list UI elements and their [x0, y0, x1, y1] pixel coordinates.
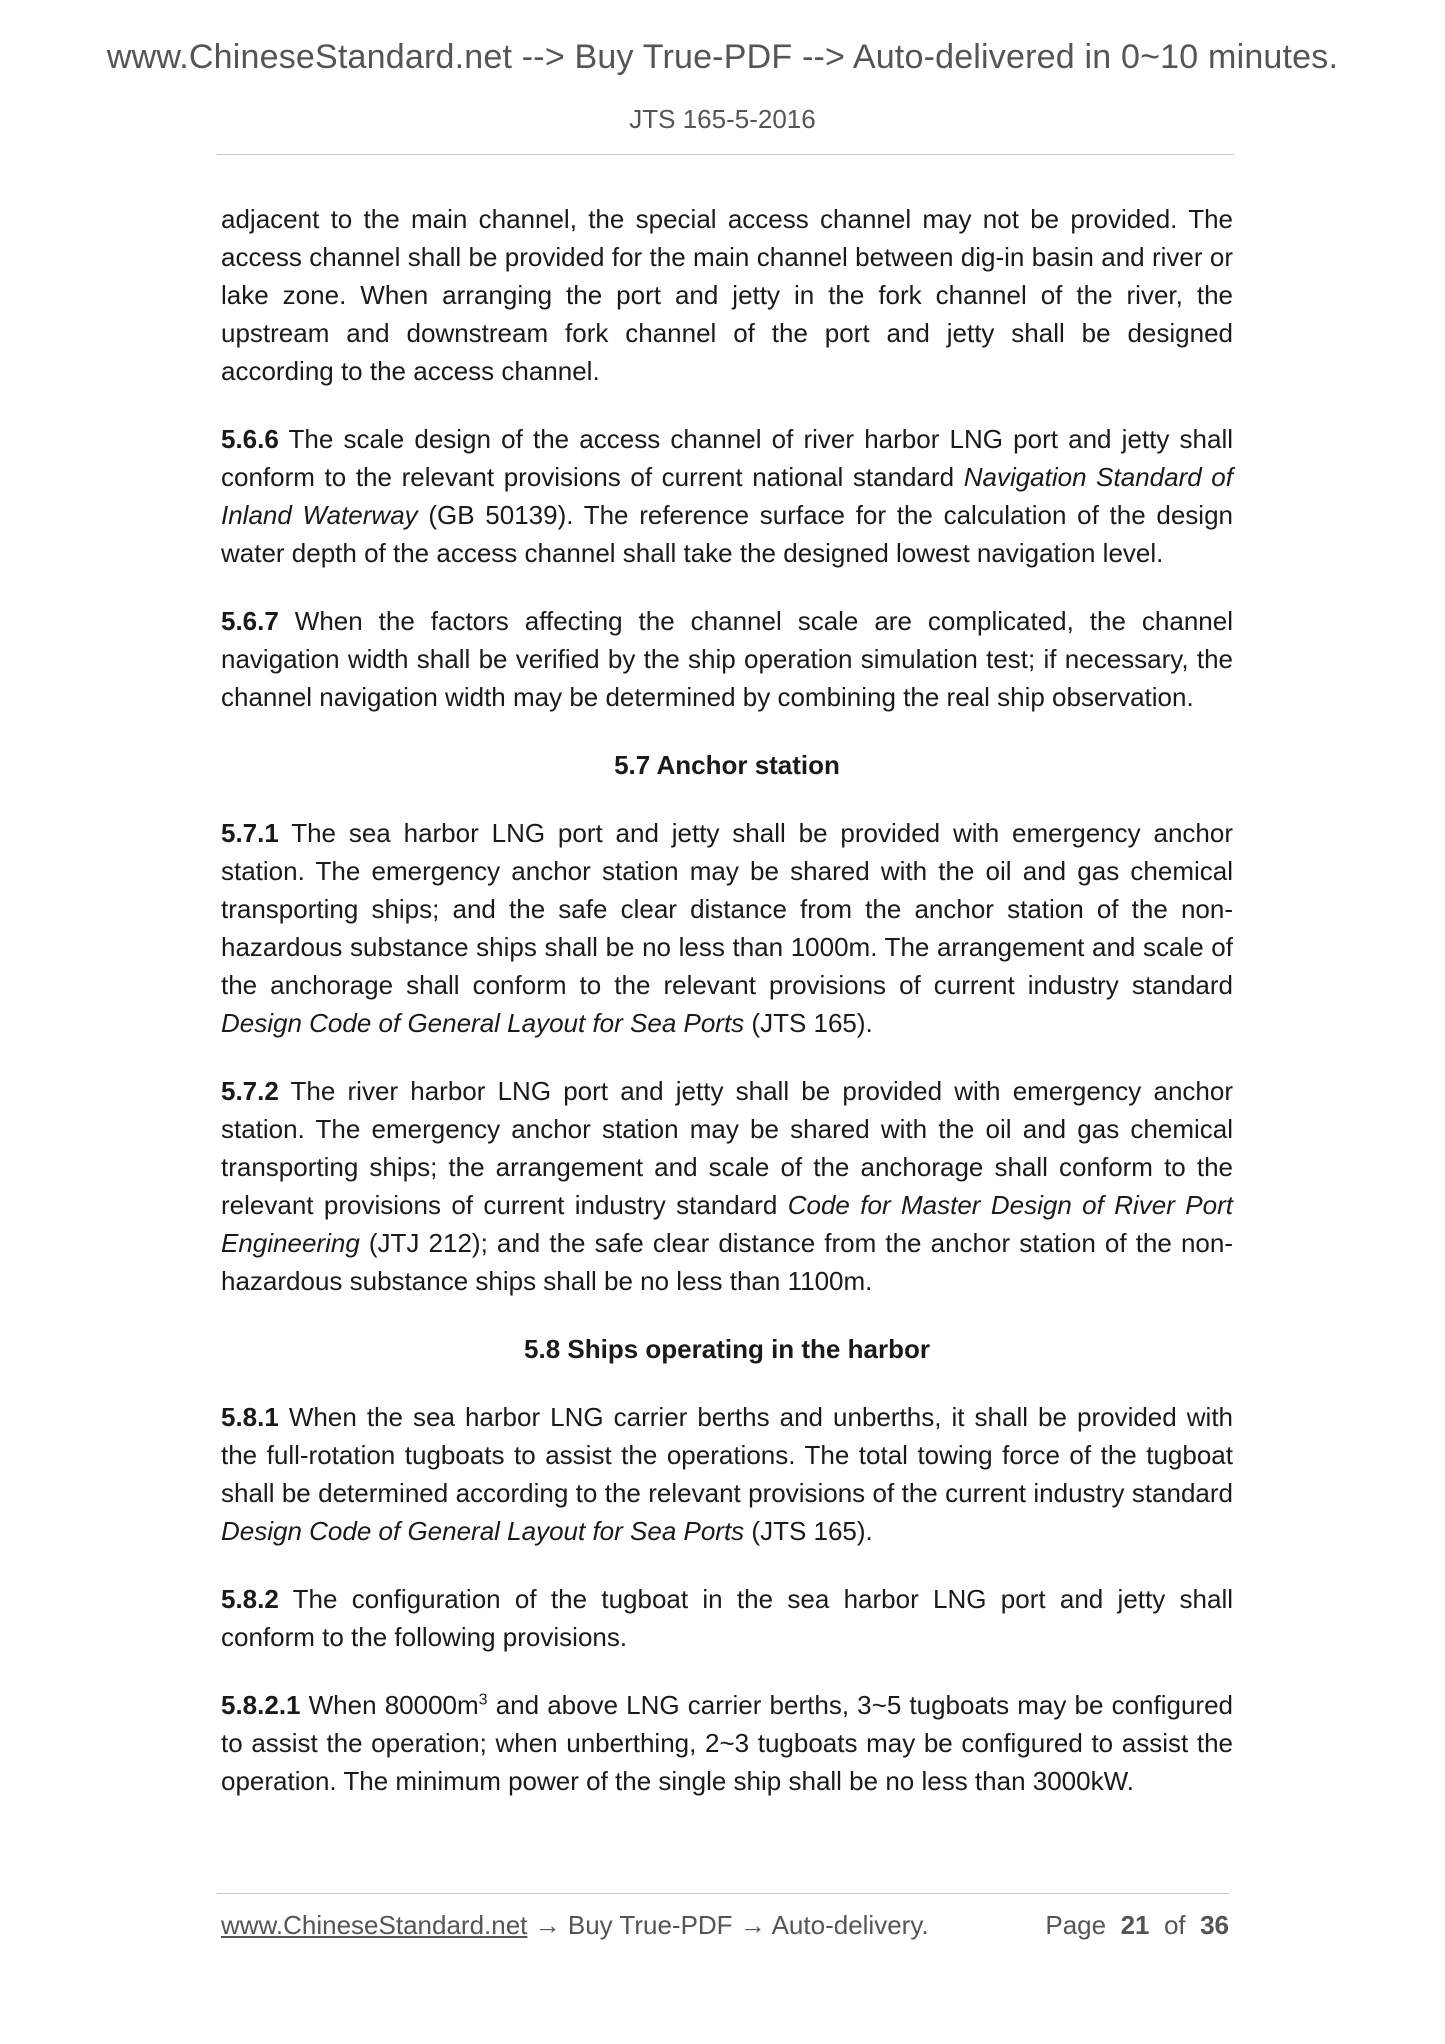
clause-number: 5.8.1 [221, 1402, 279, 1432]
clause-number: 5.7.1 [221, 818, 279, 848]
clause-text: When 80000m [300, 1690, 479, 1720]
arrow-right-icon: → [527, 1910, 568, 1940]
clause-5-7-1 [221, 814, 1233, 1042]
page-indicator [1045, 1910, 1229, 1941]
clause-5-8-2 [221, 1580, 1233, 1656]
clause-5-6-6 [221, 420, 1233, 572]
clause-text: (GB 50139). The reference surface for the calculation of the design water depth of the access channel shall take the designed lowest navigation level. [221, 500, 1233, 568]
clause-5-7-2 [221, 1072, 1233, 1300]
clause-text: When the sea harbor LNG carrier berths and unberths, it shall be provided with the full-rotation tugboats to assist the operations. The total towing force of the tugboat shall be determined according to the relevant provisions of the current industry standard [221, 1402, 1233, 1508]
clause-number: 5.6.6 [221, 424, 279, 454]
standard-title: Navigation Standard of Inland Waterway [221, 462, 1233, 530]
clause-5-6-7 [221, 602, 1233, 716]
standard-title: Code for Master Design of River Port Engineering [221, 1190, 1233, 1258]
clause-5-8-2-1 [221, 1686, 1233, 1800]
clause-text: The configuration of the tugboat in the sea harbor LNG port and jetty shall conform to the following provisions. [221, 1584, 1233, 1652]
clause-5-8-1 [221, 1398, 1233, 1550]
footer-site-link[interactable]: www.ChineseStandard.net [221, 1910, 528, 1940]
standard-title: Design Code of General Layout for Sea Ports [221, 1008, 745, 1038]
clause-number: 5.8.2.1 [221, 1690, 301, 1720]
clause-text: The river harbor LNG port and jetty shall be provided with emergency anchor station. The emergency anchor station may be shared with the oil and gas chemical transporting ships; the arrangement and scale of the anchorage shall conform to the relevant provisions of current industry standard [221, 1076, 1233, 1220]
current-page-number: 21 [1120, 1910, 1150, 1940]
clause-number: 5.6.7 [221, 606, 279, 636]
banner-text[interactable]: www.ChineseStandard.net --> Buy True-PDF --> Auto-delivered in 0~10 minutes. [106, 38, 1339, 76]
clause-text: (JTJ 212); and the safe clear distance from the anchor station of the non-hazardous substance ships shall be no less than 1100m. [221, 1228, 1233, 1296]
arrow-right-icon: → [732, 1910, 772, 1940]
superscript: 3 [478, 1691, 488, 1709]
footer-buy-text: Buy True-PDF [567, 1910, 733, 1940]
clause-number: 5.7.2 [221, 1076, 279, 1106]
footer-divider [217, 1893, 1229, 1894]
clause-text: (JTS 165). [744, 1008, 873, 1038]
clause-text: The sea harbor LNG port and jetty shall be provided with emergency anchor station. The emergency anchor station may be shared with the oil and gas chemical transporting ships; and the safe clear distance from the anchor station of the non-hazardous substance ships shall be no less than 1000m. The arrangement and scale of the anchorage shall conform to the relevant provisions of current industry standard [221, 818, 1233, 1000]
paragraph-continuation: adjacent to the main channel, the special access channel may not be provided. The access channel shall be provided for the main channel between dig-in basin and river or lake zone. When arranging the port and jetty in the fork channel of the river, the upstream and downstream fork channel of the port and jetty shall be designed according to the access channel. [221, 204, 1233, 386]
section-heading-5-8: 5.8 Ships operating in the harbor [524, 1334, 930, 1364]
document-code: JTS 165-5-2016 [629, 104, 816, 134]
clause-text: (JTS 165). [744, 1516, 873, 1546]
footer-delivery-text: Auto-delivery. [771, 1910, 929, 1940]
clause-text: and above LNG carrier berths, 3~5 tugboats may be configured to assist the operation; when unberthing, 2~3 tugboats may be configured to assist the operation. The minimum power of the single ship shall be no less than 3000kW. [221, 1690, 1233, 1796]
clause-text: The scale design of the access channel of river harbor LNG port and jetty shall conform to the relevant provisions of current national standard [221, 424, 1233, 492]
page-footer [221, 1910, 1229, 1950]
header-divider [217, 154, 1234, 155]
of-label: of [1163, 1910, 1186, 1940]
section-heading-5-7: 5.7 Anchor station [614, 750, 840, 780]
page-label: Page [1045, 1910, 1107, 1940]
clause-text: When the factors affecting the channel scale are complicated, the channel navigation width shall be verified by the ship operation simulation test; if necessary, the channel navigation width may be determined by combining the real ship observation. [221, 606, 1233, 712]
footer-promo [221, 1910, 929, 1941]
clause-number: 5.8.2 [221, 1584, 279, 1614]
standard-title: Design Code of General Layout for Sea Ports [221, 1516, 745, 1546]
total-pages-number: 36 [1200, 1910, 1229, 1940]
page-content [221, 200, 1233, 1830]
